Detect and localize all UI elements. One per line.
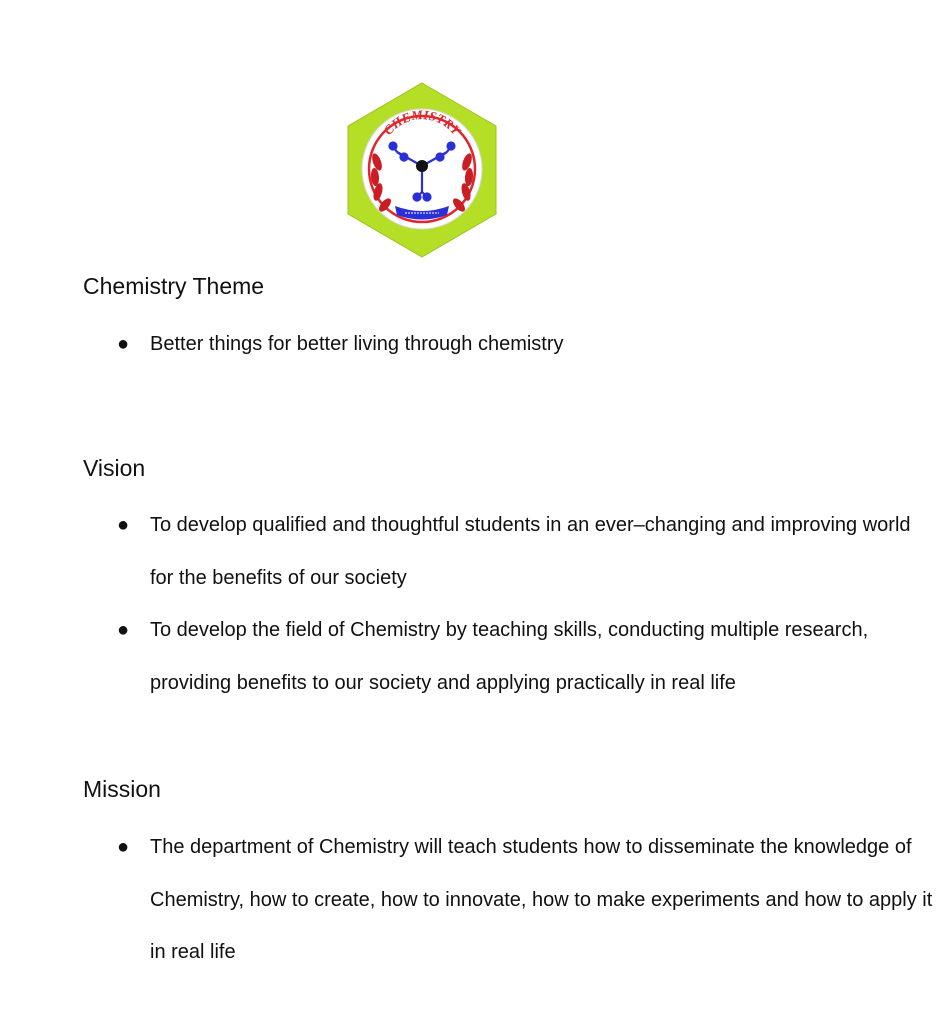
bullet-icon: ● (117, 619, 130, 641)
bullet-icon: ● (117, 836, 130, 858)
list-item-text: To develop qualified and thoughtful students in an ever–changing and improving world for the benefits of our society (150, 514, 911, 589)
list-item (0, 604, 944, 709)
list-item-text: Better things for better living through chemistry (150, 333, 564, 355)
list-item (0, 499, 944, 604)
chemistry-department-logo (347, 82, 497, 258)
mission-list (0, 821, 944, 979)
list-item (0, 821, 944, 979)
section-title-mission: Mission (83, 776, 161, 802)
bullet-icon: ● (117, 333, 130, 355)
vision-list (0, 499, 944, 709)
theme-list (0, 318, 944, 371)
list-item-text: To develop the field of Chemistry by teaching skills, conducting multiple research, providing benefits to our society and applying practically in real life (150, 619, 869, 694)
list-item (0, 318, 944, 371)
section-title-theme: Chemistry Theme (83, 273, 265, 299)
list-item-text: The department of Chemistry will teach students how to disseminate the knowledge of Chemistry, how to create, how to innovate, how to make experiments and how to apply it in real life (150, 836, 933, 963)
section-title-vision: Vision (83, 455, 146, 481)
molecule-center-atom (416, 160, 428, 172)
logo-arc-text: CHEMISTRY (380, 106, 464, 138)
bullet-icon: ● (117, 514, 130, 536)
